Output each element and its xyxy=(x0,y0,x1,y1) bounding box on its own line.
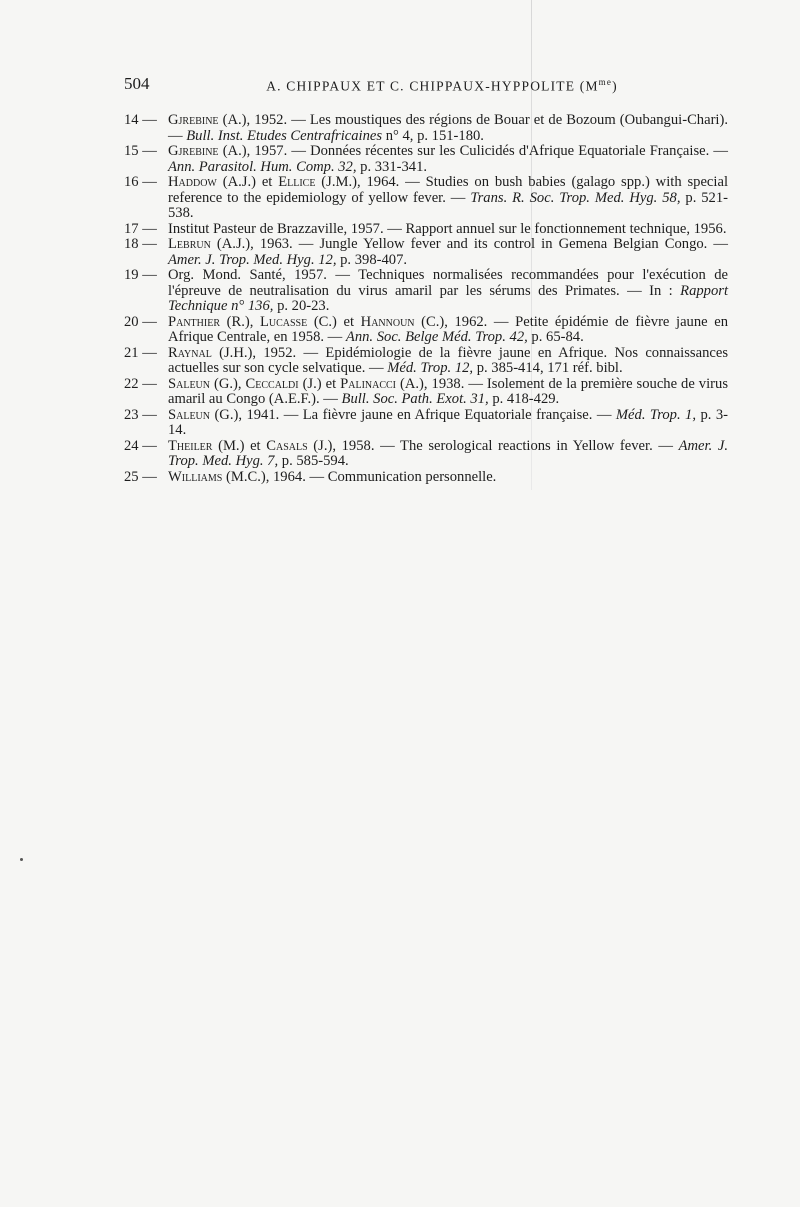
reference-segment: p. 398-407. xyxy=(336,251,408,268)
reference-segment: p. 331-341. xyxy=(356,158,428,175)
reference-number: 24 — xyxy=(124,437,157,454)
author-name: Lucasse xyxy=(259,313,308,330)
author-name: Panthier xyxy=(168,313,220,330)
author-name: Williams xyxy=(168,468,223,485)
author-name: Ceccaldi xyxy=(245,375,299,392)
journal-citation: Amer. J. Trop. Med. Hyg. 12, xyxy=(168,251,337,268)
reference-number: 20 — xyxy=(124,313,157,330)
reference-number: 16 — xyxy=(124,174,157,190)
reference-segment: (R.), xyxy=(220,313,260,330)
journal-citation: Bull. Inst. Etudes Centrafricaines xyxy=(186,127,383,144)
reference-segment: (C.) et xyxy=(307,313,361,330)
author-name: Theiler xyxy=(168,437,213,454)
reference-segment: (G.), 1941. — La fièvre jaune en Afrique Equatoriale française. — xyxy=(210,406,616,423)
reference-segment: p. 585-594. xyxy=(278,453,349,469)
reference-segment: p. 418-429. xyxy=(488,391,560,407)
reference-segment: Institut Pasteur de Brazzaville, 1957. — Rapport annuel sur le fonctionnement technique, 1956. xyxy=(168,220,727,237)
reference-number: 17 — xyxy=(124,220,157,237)
reference-number: 22 — xyxy=(124,375,157,392)
reference-item xyxy=(124,377,728,408)
reference-item xyxy=(124,315,728,346)
reference-text xyxy=(168,408,728,439)
reference-text xyxy=(168,346,728,377)
reference-number: 19 — xyxy=(124,267,157,283)
author-name: Ellice xyxy=(278,174,316,190)
reference-text xyxy=(168,113,728,144)
running-title-end: ) xyxy=(612,78,618,94)
reference-number: 18 — xyxy=(124,236,157,252)
reference-item xyxy=(124,439,728,470)
journal-citation: Méd. Trop. 12, xyxy=(387,360,474,376)
reference-text xyxy=(168,237,728,268)
reference-item xyxy=(124,222,728,238)
reference-segment: p. 65-84. xyxy=(527,329,584,345)
running-title-text: A. CHIPPAUX ET C. CHIPPAUX-HYPPOLITE (M xyxy=(266,78,599,94)
reference-segment: (M.) et xyxy=(212,437,267,454)
author-name: Lebrun xyxy=(168,236,211,252)
reference-number: 14 — xyxy=(124,112,157,128)
author-name: Casals xyxy=(266,437,308,454)
reference-segment: (A.), 1957. — Données récentes sur les Culicidés d'Afrique Equatoriale Française. — xyxy=(218,143,728,159)
reference-text xyxy=(168,315,728,346)
author-name: Saleun xyxy=(168,406,210,423)
reference-item xyxy=(124,346,728,377)
journal-citation: Ann. Parasitol. Hum. Comp. 32, xyxy=(168,158,357,175)
reference-segment: (C.), 1962. — Petite épidémie de fièvre jaune en Afrique Centrale, en 1958. — xyxy=(168,313,728,345)
reference-segment: (A.), 1938. — Isolement de la première souche de virus amaril au Congo (A.E.F.). — xyxy=(168,375,728,407)
reference-list xyxy=(124,113,728,485)
running-title xyxy=(124,77,724,95)
reference-segment: n° 4, p. 151-180. xyxy=(382,127,484,144)
reference-segment: (J.M.), 1964. — Studies on bush babies (galago spp.) with special reference to the epidemiology of yellow fever. — xyxy=(168,174,728,206)
reference-segment: (J.), 1958. — The serological reactions in Yellow fever. — xyxy=(307,437,679,454)
author-name: Raynal xyxy=(168,344,212,361)
journal-citation: Bull. Soc. Path. Exot. 31, xyxy=(341,391,489,407)
author-name: Hannoun xyxy=(360,313,415,330)
reference-segment: (G.), xyxy=(210,375,246,392)
reference-segment: p. 20-23. xyxy=(273,298,330,314)
author-name: Gjrebine xyxy=(168,112,219,128)
reference-segment: (M.C.), 1964. — Communication personnelle. xyxy=(222,468,497,485)
journal-citation: Méd. Trop. 1, xyxy=(615,406,696,423)
reference-item xyxy=(124,113,728,144)
reference-text xyxy=(168,222,728,238)
author-name: Palinacci xyxy=(340,375,397,392)
reference-item xyxy=(124,144,728,175)
author-name: Gjrebine xyxy=(168,143,219,159)
reference-text xyxy=(168,377,728,408)
reference-text xyxy=(168,268,728,315)
reference-text xyxy=(168,439,728,470)
paper-speck xyxy=(20,858,23,861)
journal-citation: Trans. R. Soc. Trop. Med. Hyg. 58, xyxy=(470,189,681,206)
reference-segment: p. 385-414, 171 réf. bibl. xyxy=(473,360,623,376)
reference-segment: p. 521-538. xyxy=(168,189,729,221)
reference-number: 25 — xyxy=(124,468,157,485)
author-name: Saleun xyxy=(168,375,210,392)
reference-segment: p. 3-14. xyxy=(168,406,728,438)
reference-number: 23 — xyxy=(124,406,157,423)
reference-text xyxy=(168,175,728,222)
reference-segment: (A.J.), 1963. — Jungle Yellow fever and its control in Gemena Belgian Congo. — xyxy=(210,236,728,252)
reference-segment: (J.) et xyxy=(298,375,341,392)
journal-citation: Rapport Technique n° 136, xyxy=(168,282,728,314)
reference-item xyxy=(124,470,728,486)
running-title-superscript: me xyxy=(598,77,613,87)
author-name: Haddow xyxy=(168,174,217,190)
reference-text xyxy=(168,144,728,175)
page-number: 504 xyxy=(124,74,150,93)
reference-segment: (A.J.) et xyxy=(216,174,279,190)
reference-item xyxy=(124,268,728,315)
reference-segment: (J.H.), 1952. — Epidémiologie de la fièvre jaune en Afrique. Nos connaissances actuelles sur son cycle selvatique. — xyxy=(168,344,728,376)
reference-segment: (A.), 1952. — Les moustiques des régions de Bouar et de Bozoum (Oubangui-Chari). — xyxy=(168,112,728,144)
reference-text xyxy=(168,470,728,486)
reference-number: 15 — xyxy=(124,143,157,159)
journal-citation: Ann. Soc. Belge Méd. Trop. 42, xyxy=(345,329,528,345)
reference-segment: Org. Mond. Santé, 1957. — Techniques normalisées recommandées pour l'exécution de l'épreuve de neutralisation du virus amaril par les sérums des Primates. — In : xyxy=(168,267,728,299)
journal-citation: Amer. J. Trop. Med. Hyg. 7, xyxy=(168,437,728,469)
reference-item xyxy=(124,175,728,222)
reference-item xyxy=(124,237,728,268)
reference-item xyxy=(124,408,728,439)
page-header xyxy=(124,74,724,98)
reference-number: 21 — xyxy=(124,344,157,361)
